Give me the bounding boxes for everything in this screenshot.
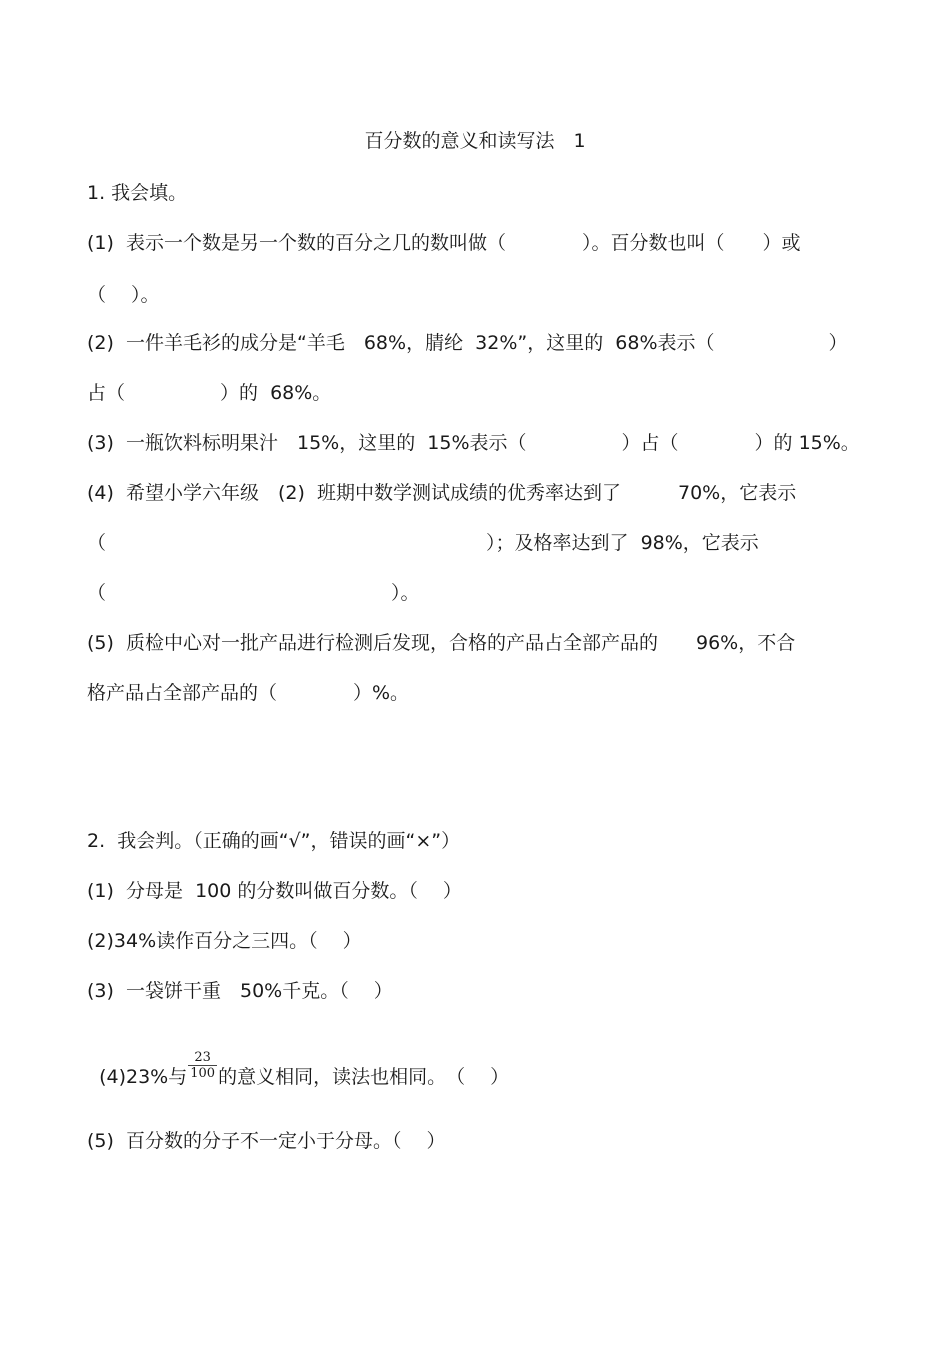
q4-line-1: (4) 希望小学六年级 (2) 班期中数学测试成绩的优秀率达到了 70%，它表示 bbox=[87, 482, 797, 504]
q1-line-2: （ ）。 bbox=[87, 284, 160, 306]
fraction bbox=[188, 1050, 217, 1081]
judge-item-1: (1) 分母是 100 的分数叫做百分数。（ ） bbox=[87, 880, 462, 902]
q2-line-1: (2) 一件羊毛衫的成分是“羊毛 68%，腈纶 32%”，这里的 68%表示（ ） bbox=[87, 332, 848, 354]
judge-item-4 bbox=[87, 1036, 509, 1093]
judge-item-4-suffix: 的意义相同，读法也相同。 （ ） bbox=[218, 1066, 510, 1088]
q4-line-3: （ ）。 bbox=[87, 582, 420, 604]
fraction-numerator: 23 bbox=[194, 1050, 211, 1065]
section1-heading: 1. 我会填。 bbox=[87, 182, 188, 204]
judge-item-3: (3) 一袋饼干重 50%千克。（ ） bbox=[87, 980, 393, 1002]
section2-heading: 2. 我会判。（正确的画“√”，错误的画“×”） bbox=[87, 830, 461, 852]
q5-line-2: 格产品占全部产品的（ ）%。 bbox=[87, 682, 410, 704]
judge-item-5: (5) 百分数的分子不一定小于分母。（ ） bbox=[87, 1130, 446, 1152]
q2-line-2: 占（ ）的 68%。 bbox=[87, 382, 332, 404]
page-title: 百分数的意义和读写法 1 bbox=[364, 130, 586, 152]
q4-line-2: （ ）；及格率达到了 98%，它表示 bbox=[87, 532, 759, 554]
q3-line: (3) 一瓶饮料标明果汁 15%，这里的 15%表示（ ）占（ ）的 15%。 bbox=[87, 432, 860, 454]
q1-line-1: (1) 表示一个数是另一个数的百分之几的数叫做（ ）。百分数也叫（ ）或 bbox=[87, 232, 801, 254]
judge-item-2: (2)34%读作百分之三四。（ ） bbox=[87, 930, 362, 952]
judge-item-4-prefix: (4)23%与 bbox=[99, 1066, 188, 1088]
fraction-denominator: 100 bbox=[190, 1066, 216, 1081]
q5-line-1: (5) 质检中心对一批产品进行检测后发现，合格的产品占全部产品的 96%，不合 bbox=[87, 632, 796, 654]
